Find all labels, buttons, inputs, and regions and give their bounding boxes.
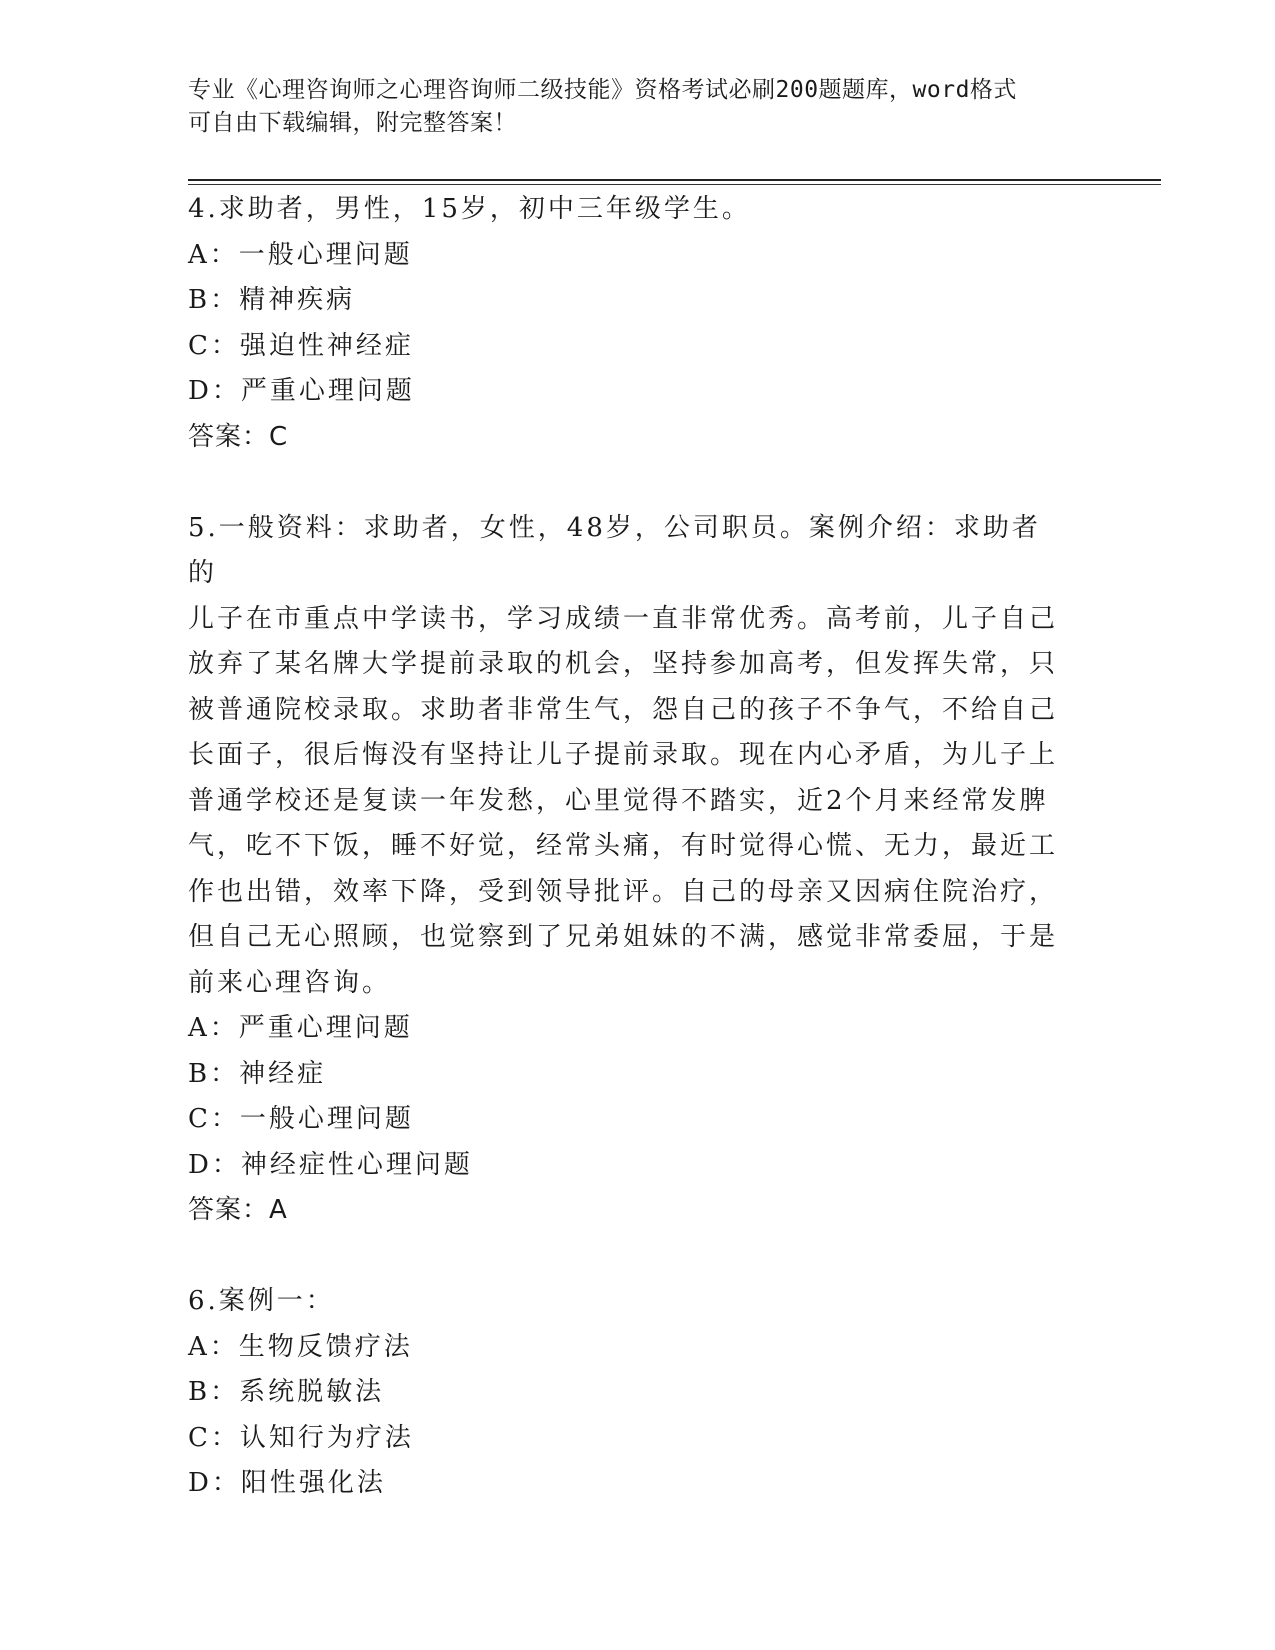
- option-b: B：精神疾病: [188, 285, 356, 315]
- header-divider: [188, 179, 1161, 181]
- option-c: C：强迫性神经症: [188, 330, 414, 361]
- spacer: [188, 1234, 1068, 1280]
- question-list: [188, 187, 1068, 1507]
- question-text-line: 放弃了某名牌大学提前录取的机会，坚持参加高考，但发挥失常，只: [188, 649, 1059, 679]
- question-4: [188, 187, 1068, 460]
- option-b: B：系统脱敏法: [188, 1377, 385, 1407]
- answer: 答案：C: [188, 421, 289, 452]
- question-text-line: 前来心理咨询。: [188, 967, 392, 998]
- question-text-line: 儿子在市重点中学读书，学习成绩一直非常优秀。高考前，儿子自己: [188, 603, 1059, 634]
- question-text-line: 被普通院校录取。求助者非常生气，怨自己的孩子不争气，不给自己: [188, 694, 1059, 725]
- question-text-line: 长面子，很后悔没有坚持让儿子提前录取。现在内心矛盾，为儿子上: [188, 740, 1059, 770]
- option-c: C：一般心理问题: [188, 1104, 414, 1134]
- question-5: [188, 506, 1068, 1234]
- option-a: A：严重心理问题: [188, 1013, 413, 1043]
- option-a: A：一般心理问题: [188, 239, 413, 270]
- option-b: B：神经症: [188, 1058, 327, 1089]
- question-text-line: 作也出错，效率下降，受到领导批评。自己的母亲又因病住院治疗，: [188, 876, 1059, 907]
- header-line-1: 专业《心理咨询师之心理咨询师二级技能》资格考试必刷200题题库，word格式: [188, 77, 1017, 103]
- question-text-line: 5.一般资料：求助者，女性，48岁，公司职员。案例介绍：求助者的: [188, 512, 1041, 588]
- spacer: [188, 460, 1068, 506]
- option-d: D：神经症性心理问题: [188, 1149, 473, 1180]
- header-divider-thin: [188, 184, 1161, 185]
- question-text-line: 但自己无心照顾，也觉察到了兄弟姐妹的不满，感觉非常委屈，于是: [188, 922, 1059, 952]
- option-a: A：生物反馈疗法: [188, 1331, 413, 1362]
- question-text: 6.案例一：: [188, 1286, 335, 1316]
- page-header: [188, 74, 1068, 140]
- header-line-2: 可自由下载编辑，附完整答案！: [188, 110, 517, 136]
- option-d: D：阳性强化法: [188, 1468, 386, 1498]
- question-6: [188, 1279, 1068, 1507]
- question-text-line: 普通学校还是复读一年发愁，心里觉得不踏实，近2个月来经常发脾: [188, 785, 1049, 816]
- question-text-line: 气，吃不下饭，睡不好觉，经常头痛，有时觉得心慌、无力，最近工: [188, 831, 1059, 861]
- option-d: D：严重心理问题: [188, 376, 415, 406]
- question-text: 4.求助者，男性，15岁，初中三年级学生。: [188, 194, 751, 224]
- option-c: C：认知行为疗法: [188, 1422, 414, 1453]
- answer: 答案：A: [188, 1195, 288, 1225]
